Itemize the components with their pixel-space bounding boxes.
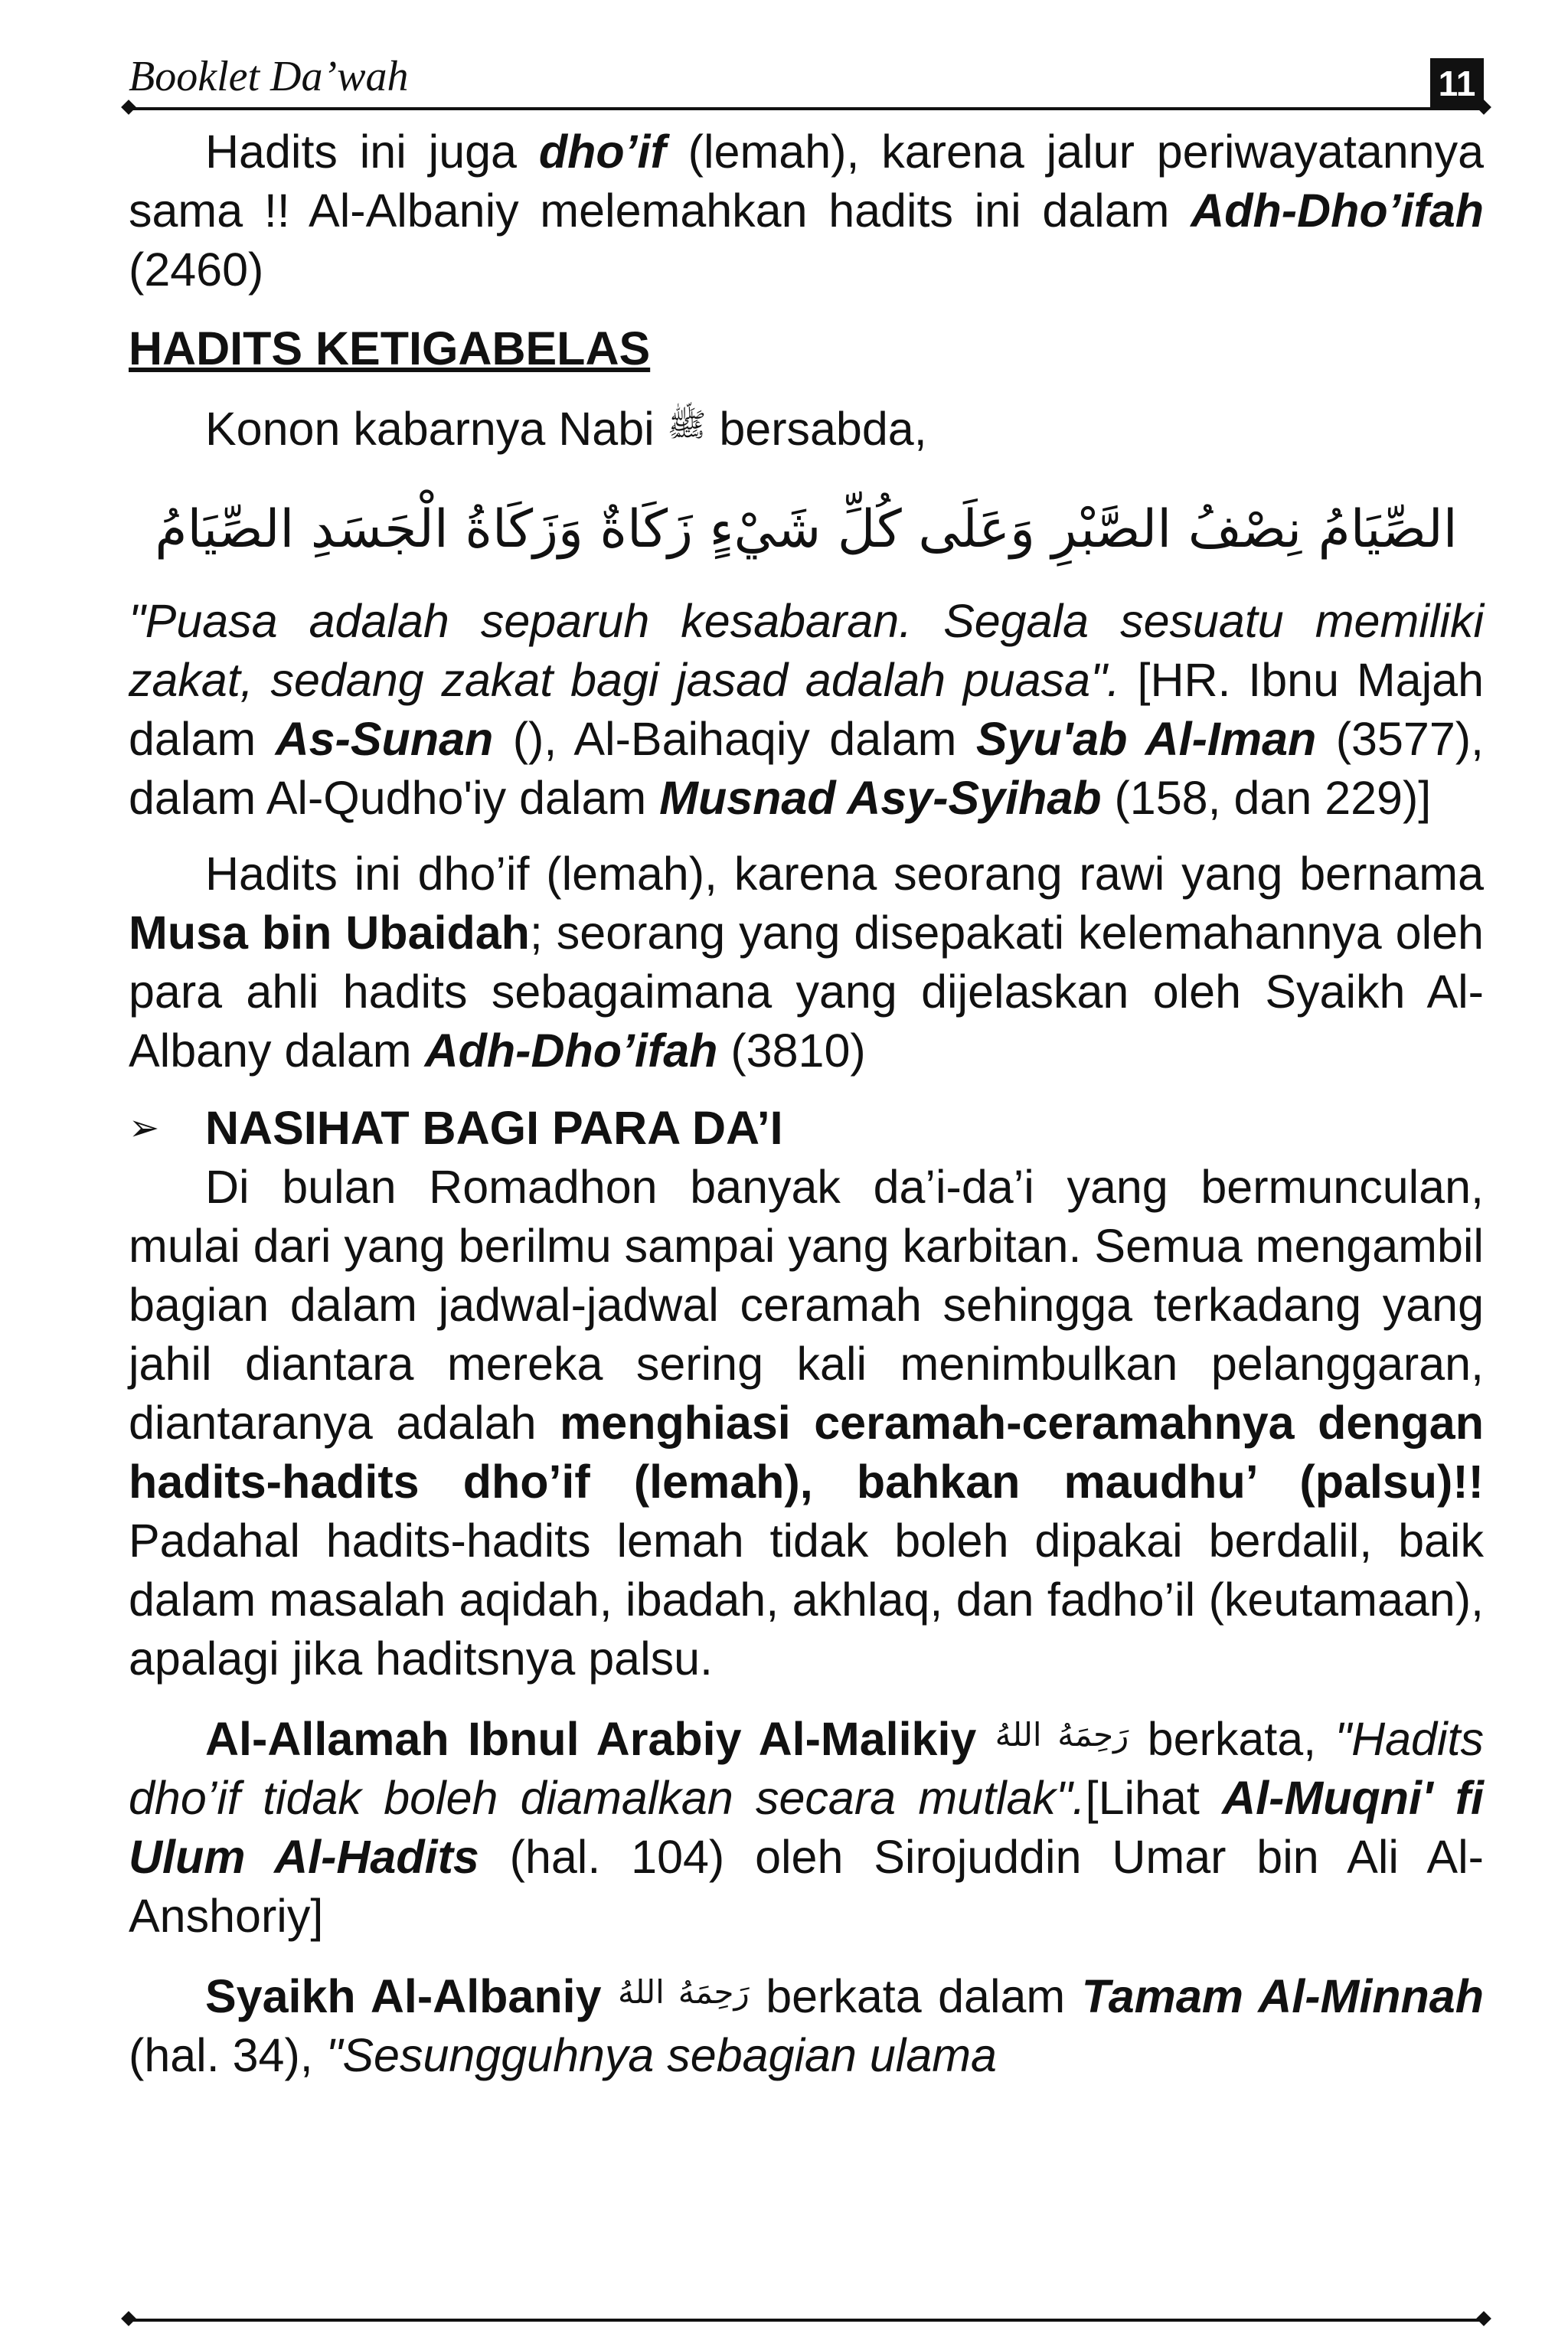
text: (3577), dalam Al-Qudho'iy dalam: [129, 713, 1485, 824]
scholar-name: Syaikh Al-Albaniy: [205, 1970, 602, 2022]
text: [Lihat: [1085, 1772, 1223, 1824]
paragraph-5: [129, 1158, 1484, 1688]
header-divider: [129, 107, 1484, 110]
text: berkata,: [1129, 1713, 1335, 1765]
paragraph-6: [129, 1705, 1484, 1946]
text: (158, dan 229)]: [1101, 772, 1432, 824]
scholar-name: Al-Allamah Ibnul Arabiy Al-Malikiy: [205, 1713, 977, 1765]
bullet-heading: [129, 1099, 1484, 1158]
text: berkata dalam: [749, 1970, 1082, 2022]
header-title: Booklet Da’wah: [129, 53, 409, 100]
narrator-name: Musa bin Ubaidah: [129, 907, 530, 959]
text: (3810): [717, 1025, 866, 1077]
text: (), Al-Baihaqiy dalam: [493, 713, 976, 765]
book-title: Musnad Asy-Syihab: [659, 772, 1102, 824]
book-title: Tamam Al-Minnah: [1081, 1970, 1484, 2022]
section-heading: HADITS KETIGABELAS: [129, 322, 651, 374]
quote: "Hadits dho’if tidak boleh diamalkan secara mutlak".: [129, 1713, 1484, 1824]
text: [HR. Ibnu Majah dalam: [129, 654, 1484, 765]
emphasis: dho’if: [538, 126, 666, 178]
book-title: As-Sunan: [275, 713, 494, 765]
rahimahullah-symbol: رَحِمَهُ اللهُ: [617, 1973, 750, 2011]
emphasis: menghiasi ceramah-ceramahnya dengan hadits-hadits dho’if (lemah), bahkan maudhu’ (palsu)!!: [129, 1397, 1484, 1508]
arabic-hadith-text: الصِّيَامُ نِصْفُ الصَّبْرِ وَعَلَى كُلِّ شَيْءٍ زَكَاةٌ وَزَكَاةُ الْجَسَدِ الصِّيَامُ: [155, 499, 1458, 560]
text: (lemah), karena jalur periwayatannya sama !! Al-Albaniy melemahkan hadits ini dalam: [129, 126, 1485, 237]
text: (hal. 104) oleh Sirojuddin Umar bin Ali Al-Anshoriy]: [129, 1831, 1484, 1942]
arrow-bullet-icon: ➢: [129, 1108, 160, 1149]
book-title: Adh-Dho’ifah: [1191, 185, 1484, 237]
page-content: [129, 123, 1484, 2085]
bullet-heading-text: NASIHAT BAGI PARA DA’I: [205, 1102, 783, 1154]
text: ; seorang yang disepakati kelemahannya oleh para ahli hadits sebagaimana yang dijelaskan oleh Syaikh Al-Albany dalam: [129, 907, 1484, 1077]
rahimahullah-symbol: رَحِمَهُ اللهُ: [995, 1716, 1129, 1754]
footer-divider: [129, 2319, 1484, 2322]
book-title: Adh-Dho’ifah: [424, 1025, 718, 1077]
text: (2460): [129, 243, 264, 296]
paragraph-7: [129, 1963, 1484, 2085]
text: Konon kabarnya Nabi: [205, 403, 668, 455]
text: Di bulan Romadhon banyak da’i-da’i yang bermunculan, mulai dari yang berilmu sampai yang karbitan. Semua mengambil bagian dalam jadwal-jadwal ceramah sehingga terkadang yang jahil diantara mereka sering kali menimbulkan pelanggaran, diantaranya adalah: [129, 1161, 1484, 1449]
paragraph-4: [129, 845, 1484, 1080]
text: Hadits ini dho’if (lemah), karena seorang rawi yang bernama: [205, 848, 1484, 900]
quote: "Sesungguhnya sebagian ulama: [325, 2029, 997, 2081]
book-title: Syu'ab Al-Iman: [975, 713, 1317, 765]
page-number: 11: [1430, 58, 1484, 109]
text: Padahal hadits-hadits lemah tidak boleh dipakai berdalil, baik dalam masalah aqidah, ibadah, akhlaq, dan fadho’il (keutamaan), apalagi jika haditsnya palsu.: [129, 1515, 1484, 1685]
paragraph-1: [129, 123, 1484, 299]
text: Hadits ini juga: [205, 126, 539, 178]
text: (hal. 34),: [129, 2029, 326, 2081]
paragraph-3: [129, 592, 1484, 828]
paragraph-2: [129, 395, 1484, 459]
book-title: Al-Muqni' fi Ulum Al-Hadits: [129, 1772, 1484, 1883]
salawat-symbol: ﷺ: [667, 406, 707, 443]
text: bersabda,: [706, 403, 927, 455]
translation-quote: "Puasa adalah separuh kesabaran. Segala sesuatu memiliki zakat, sedang zakat bagi jasad adalah puasa".: [129, 595, 1484, 706]
